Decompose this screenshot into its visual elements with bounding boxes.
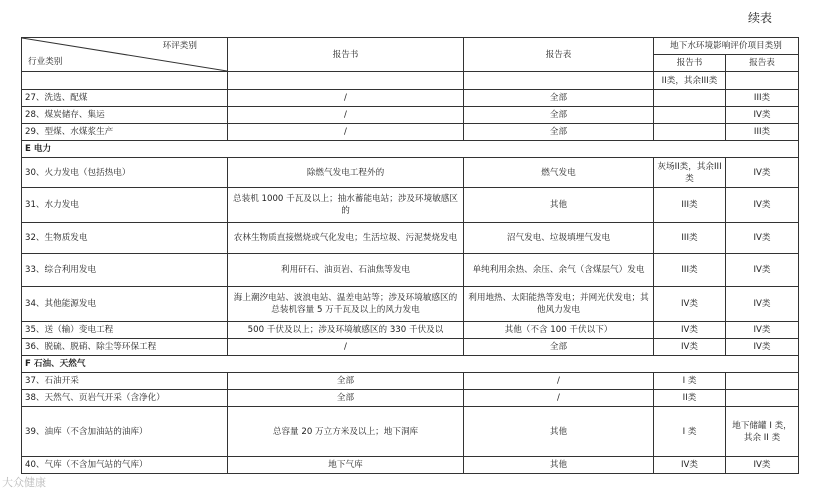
report-table-cell: 单纯利用余热、余压、余气（含煤层气）发电 — [464, 254, 654, 287]
report-book-cell: 海上潮汐电站、波浪电站、温差电站等；涉及环境敏感区的总装机容量 5 万千瓦及以上的风力发电 — [228, 287, 464, 322]
report-table-cell: 沼气发电、垃圾填埋气发电 — [464, 223, 654, 254]
gw-book-cell: I 类 — [654, 373, 726, 390]
industry-cell: 33、综合利用发电 — [22, 254, 228, 287]
gw-book-cell: IV类 — [654, 322, 726, 339]
report-table-cell: / — [464, 373, 654, 390]
industry-cell: 39、油库（不含加油站的油库） — [22, 407, 228, 457]
gw-table-cell: 地下储罐 I 类，其余 II 类 — [726, 407, 799, 457]
continued-caption: 续表 — [748, 11, 773, 25]
gw-table-cell: IV类 — [726, 107, 799, 124]
gw-table-cell: IV类 — [726, 158, 799, 188]
report-table-cell: 其他 — [464, 188, 654, 223]
header-industry-category: 行业类别 — [28, 57, 63, 67]
report-table-cell: 利用地热、太阳能热等发电；并网光伏发电；其他风力发电 — [464, 287, 654, 322]
report-book-cell: 除燃气发电工程外的 — [228, 158, 464, 188]
report-book-cell: 全部 — [228, 390, 464, 407]
gw-book-cell — [654, 90, 726, 107]
industry-cell: 30、火力发电（包括热电） — [22, 158, 228, 188]
gw-table-cell: IV类 — [726, 223, 799, 254]
header-gw-book: 报告书 — [654, 55, 726, 72]
watermark-text: 大众健康 — [2, 476, 46, 489]
industry-cell: 37、石油开采 — [22, 373, 228, 390]
section-electricity: E 电力 — [22, 141, 799, 158]
diagonal-header-cell — [22, 38, 228, 72]
rows-oil-gas — [22, 373, 799, 474]
industry-classification-table — [21, 37, 799, 474]
gw-book-cell: II类 — [654, 390, 726, 407]
industry-cell: 32、生物质发电 — [22, 223, 228, 254]
report-book-cell: 利用矸石、油页岩、石油焦等发电 — [228, 254, 464, 287]
gw-book-cell: I 类 — [654, 407, 726, 457]
gw-book-cell: III类 — [654, 223, 726, 254]
report-table-cell: 其他 — [464, 407, 654, 457]
carry-gw-book: II类，其余III类 — [654, 72, 726, 90]
gw-book-cell: IV类 — [654, 287, 726, 322]
table-row — [22, 373, 799, 390]
header-env-category: 环评类别 — [162, 41, 197, 51]
industry-cell: 27、洗选、配煤 — [22, 90, 228, 107]
industry-cell: 35、送（输）变电工程 — [22, 322, 228, 339]
industry-cell: 28、煤炭储存、集运 — [22, 107, 228, 124]
gw-book-cell: 灰场II类，其余III类 — [654, 158, 726, 188]
gw-table-cell — [726, 373, 799, 390]
report-book-cell: / — [228, 90, 464, 107]
industry-cell: 34、其他能源发电 — [22, 287, 228, 322]
gw-table-cell — [726, 390, 799, 407]
report-book-cell: / — [228, 339, 464, 356]
gw-table-cell: III类 — [726, 90, 799, 107]
gw-book-cell: IV类 — [654, 457, 726, 474]
gw-table-cell: III类 — [726, 124, 799, 141]
gw-book-cell: IV类 — [654, 339, 726, 356]
table-row — [22, 322, 799, 339]
report-table-cell: 燃气发电 — [464, 158, 654, 188]
report-book-cell: 总装机 1000 千瓦及以上；抽水蓄能电站；涉及环境敏感区的 — [228, 188, 464, 223]
gw-table-cell: IV类 — [726, 339, 799, 356]
table-row — [22, 72, 799, 90]
table-row — [22, 407, 799, 457]
table-row — [22, 124, 799, 141]
rows-electricity — [22, 158, 799, 356]
table-row — [22, 90, 799, 107]
table-row — [22, 457, 799, 474]
table-row — [22, 158, 799, 188]
industry-cell: 31、水力发电 — [22, 188, 228, 223]
report-book-cell: 全部 — [228, 373, 464, 390]
table-row — [22, 188, 799, 223]
industry-cell: 38、天然气、页岩气开采（含净化） — [22, 390, 228, 407]
gw-book-cell — [654, 124, 726, 141]
gw-table-cell: IV类 — [726, 254, 799, 287]
table-row — [22, 287, 799, 322]
gw-table-cell: IV类 — [726, 322, 799, 339]
report-book-cell: 总容量 20 万立方米及以上；地下洞库 — [228, 407, 464, 457]
report-table-cell: 全部 — [464, 90, 654, 107]
report-book-cell: 地下气库 — [228, 457, 464, 474]
report-table-cell: 其他 — [464, 457, 654, 474]
gw-table-cell: IV类 — [726, 287, 799, 322]
header-gw-table: 报告表 — [726, 55, 799, 72]
header-report-book: 报告书 — [228, 38, 464, 72]
rows-coal — [22, 90, 799, 141]
gw-book-cell: III类 — [654, 254, 726, 287]
section-oil-gas: F 石油、天然气 — [22, 356, 799, 373]
industry-cell: 40、气库（不含加气站的气库） — [22, 457, 228, 474]
report-table-cell: 全部 — [464, 124, 654, 141]
report-table-cell: 其他（不含 100 千伏以下） — [464, 322, 654, 339]
gw-book-cell: III类 — [654, 188, 726, 223]
report-table-cell: / — [464, 390, 654, 407]
gw-table-cell: IV类 — [726, 457, 799, 474]
report-book-cell: / — [228, 124, 464, 141]
table-row — [22, 390, 799, 407]
gw-book-cell — [654, 107, 726, 124]
report-book-cell: 500 千伏及以上；涉及环境敏感区的 330 千伏及以 — [228, 322, 464, 339]
table-row — [22, 254, 799, 287]
industry-cell: 36、脱硫、脱硝、除尘等环保工程 — [22, 339, 228, 356]
gw-table-cell: IV类 — [726, 188, 799, 223]
report-table-cell: 全部 — [464, 107, 654, 124]
table-row — [22, 339, 799, 356]
table-row — [22, 223, 799, 254]
report-table-cell: 全部 — [464, 339, 654, 356]
report-book-cell: 农林生物质直接燃烧或气化发电；生活垃圾、污泥焚烧发电 — [228, 223, 464, 254]
report-book-cell: / — [228, 107, 464, 124]
header-groundwater: 地下水环境影响评价项目类别 — [654, 38, 799, 55]
industry-cell: 29、型煤、水煤浆生产 — [22, 124, 228, 141]
header-report-table: 报告表 — [464, 38, 654, 72]
table-row — [22, 107, 799, 124]
